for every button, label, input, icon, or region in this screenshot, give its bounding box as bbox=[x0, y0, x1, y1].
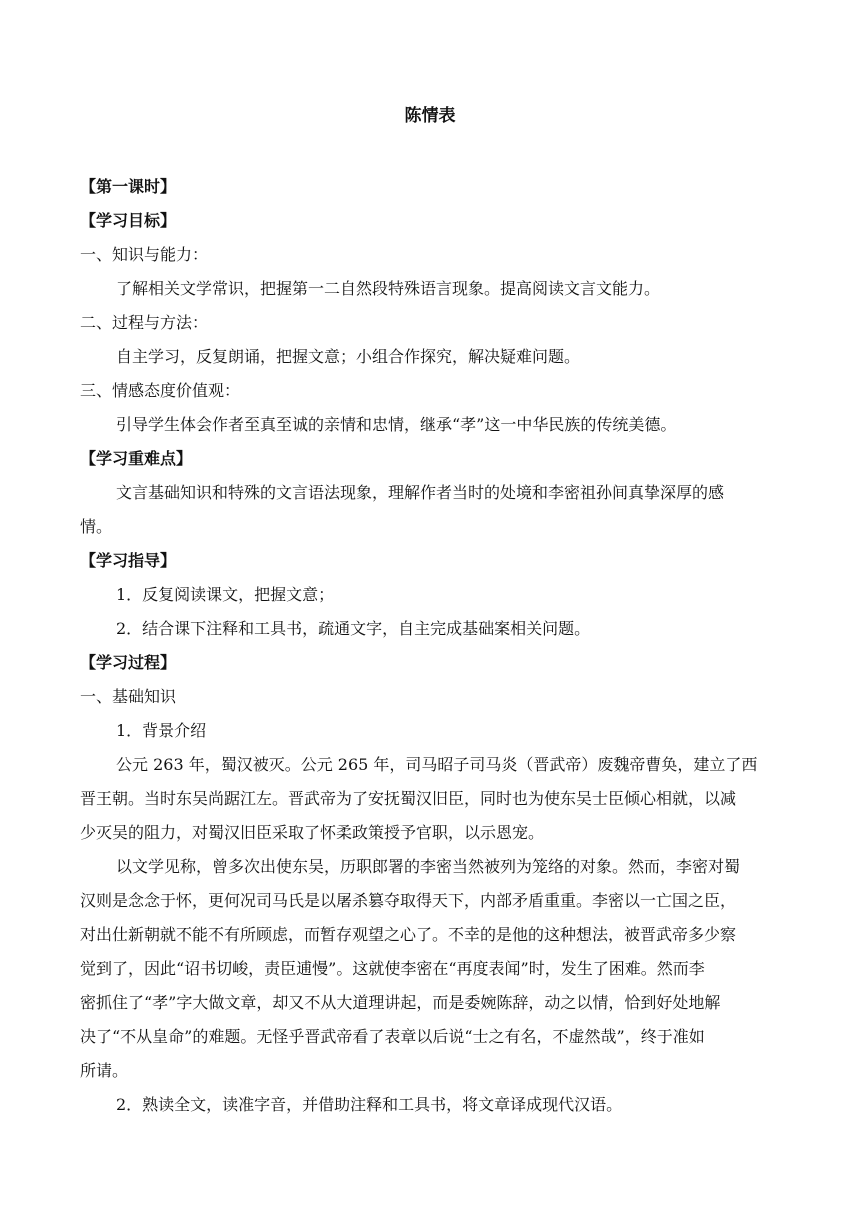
text-line: 觉到了，因此“诏书切峻，责臣逋慢”。这就使李密在“再度表闻”时，发生了困难。然而李 bbox=[80, 959, 705, 978]
section-heading: 【学习过程】 bbox=[80, 653, 177, 672]
document-title: 陈情表 bbox=[404, 106, 456, 126]
text-line: 少灭吴的阻力，对蜀汉旧臣采取了怀柔政策授予官职，以示恩宠。 bbox=[80, 823, 545, 842]
text-line: 了解相关文学常识，把握第一二自然段特殊语言现象。提高阅读文言文能力。 bbox=[116, 279, 661, 298]
text-line: 密抓住了“孝”字大做文章，却又不从大道理讲起，而是委婉陈辞，动之以情，恰到好处地解 bbox=[80, 993, 721, 1012]
text-line: 晋王朝。当时东吴尚踞江左。晋武帝为了安抚蜀汉旧臣，同时也为使东吴士臣倾心相就，以减 bbox=[80, 789, 737, 808]
text-line: 二、过程与方法： bbox=[80, 313, 209, 332]
text-line: 2．结合课下注释和工具书，疏通文字，自主完成基础案相关问题。 bbox=[116, 619, 591, 638]
text-line: 自主学习，反复朗诵，把握文意；小组合作探究，解决疑难问题。 bbox=[116, 347, 581, 366]
text-line: 汉则是念念于怀，更何况司马氏是以屠杀篡夺取得天下，内部矛盾重重。李密以一亡国之臣， bbox=[80, 891, 737, 910]
section-heading: 【学习目标】 bbox=[80, 211, 177, 230]
text-line: 2．熟读全文，读准字音，并借助注释和工具书，将文章译成现代汉语。 bbox=[116, 1095, 623, 1114]
text-line: 决了“不从皇命”的难题。无怪乎晋武帝看了表章以后说“士之有名，不虚然哉”，终于准如 bbox=[80, 1027, 705, 1046]
text-line: 情。 bbox=[80, 517, 113, 536]
text-line: 文言基础知识和特殊的文言语法现象，理解作者当时的处境和李密祖孙间真挚深厚的感 bbox=[116, 483, 725, 502]
text-line: 1．背景介绍 bbox=[116, 721, 207, 740]
text-line: 对出仕新朝就不能不有所顾虑，而暂存观望之心了。不幸的是他的这种想法，被晋武帝多少察 bbox=[80, 925, 737, 944]
text-line: 所请。 bbox=[80, 1061, 129, 1080]
text-line: 一、知识与能力： bbox=[80, 245, 209, 264]
text-line: 一、基础知识 bbox=[80, 687, 177, 706]
document-body bbox=[80, 170, 782, 1122]
text-line: 三、情感态度价值观： bbox=[80, 381, 241, 400]
text-line: 引导学生体会作者至真至诚的亲情和忠情，继承“孝”这一中华民族的传统美德。 bbox=[116, 415, 677, 434]
text-line: 公元 263 年，蜀汉被灭。公元 265 年，司马昭子司马炎（晋武帝）废魏帝曹奂，建立了西 bbox=[116, 755, 758, 774]
text-line: 以文学见称，曾多次出使东吴，历职郎署的李密当然被列为笼络的对象。然而，李密对蜀 bbox=[116, 857, 741, 876]
section-heading: 【学习指导】 bbox=[80, 551, 177, 570]
text-line: 1．反复阅读课文，把握文意； bbox=[116, 585, 335, 604]
section-heading: 【第一课时】 bbox=[80, 177, 177, 196]
section-heading: 【学习重难点】 bbox=[80, 449, 193, 468]
